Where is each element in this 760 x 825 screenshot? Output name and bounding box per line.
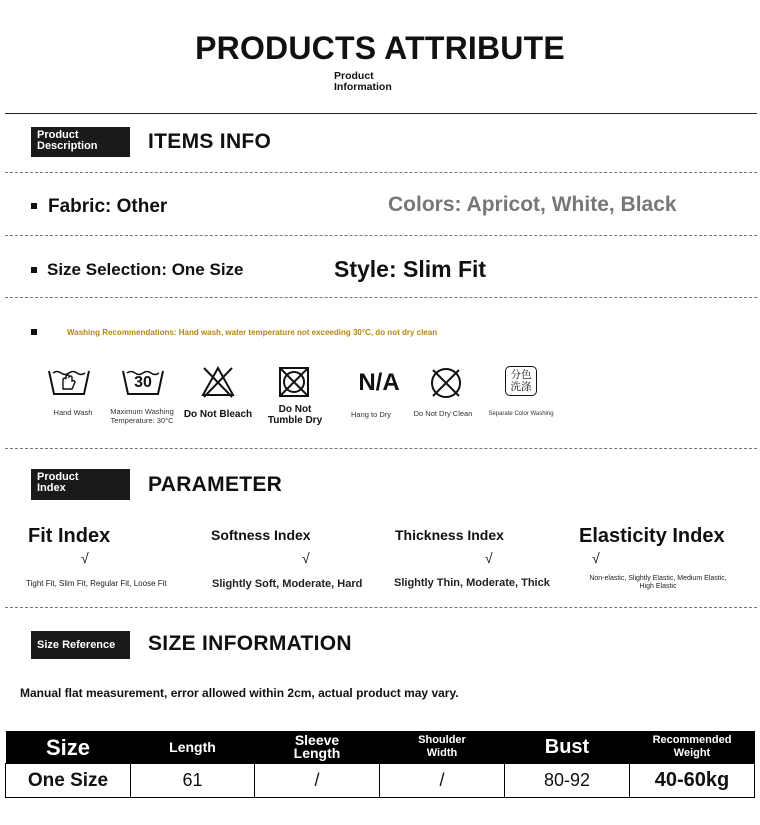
dotted-divider [5,607,757,608]
tumble-label-line-1: Do Not [278,404,312,415]
dotted-divider [5,235,757,236]
elasticity-options-line-1: Non-elastic, Slightly Elastic, Medium Elastic, [589,575,727,582]
divider [5,113,757,114]
subtitle-line-2: Information [334,81,392,93]
size-information-heading: SIZE INFORMATION [148,632,352,655]
thickness-index-check: √ [485,550,493,566]
washing-recommendation: Washing Recommendations: Hand wash, water temperature not exceeding 30°C, do not dry clean [67,328,438,337]
tag-line-2: Index [37,482,66,494]
size-table [5,731,755,798]
header-sleeve-length: Sleeve Length [255,731,380,764]
bullet [31,329,37,335]
size-table-header-row [6,731,755,764]
tag-line-2: Description [37,140,98,152]
separate-color-washing-icon [505,366,537,396]
thickness-index-options: Slightly Thin, Moderate, Thick [394,577,550,589]
do-not-bleach-label: Do Not Bleach [183,409,253,420]
subtitle-line-1: Product [334,70,374,82]
parameter-heading: PARAMETER [148,473,283,496]
header-bust: Bust [505,731,630,764]
fabric-attribute: Fabric: Other [48,196,168,217]
fit-index-check: √ [81,550,89,566]
softness-index-check: √ [302,550,310,566]
thickness-index-title: Thickness Index [395,527,504,543]
softness-index-title: Softness Index [211,527,311,543]
bullet [31,267,37,273]
size-reference-tag: Size Reference [31,631,130,659]
product-index-tag [31,469,130,500]
header-recommended-weight: Recommended Weight [630,731,755,764]
separate-symbol-line-1: 分色 [510,369,532,381]
cell-sleeve-length: / [255,764,380,798]
header-length: Length [131,731,255,764]
fit-index-options: Tight Fit, Slim Fit, Regular Fit, Loose Fit [26,579,167,588]
fit-index-title: Fit Index [28,525,111,547]
cell-recommended-weight: 40-60kg [630,764,755,798]
do-not-tumble-dry-label [258,404,332,426]
size-selection-attribute: Size Selection: One Size [47,260,244,279]
do-not-bleach-icon [201,366,235,398]
hand-wash-icon [47,367,91,397]
elasticity-index-title: Elasticity Index [579,525,725,547]
tag-line-1: Product [37,471,79,483]
do-not-tumble-dry-icon [278,366,310,398]
tumble-label-line-2: Tumble Dry [267,415,323,426]
do-not-dry-clean-label: Do Not Dry Clean [413,409,473,418]
measurement-note: Manual flat measurement, error allowed within 2cm, actual product may vary. [20,686,459,700]
cell-shoulder-width: / [380,764,505,798]
elasticity-index-options [578,575,738,591]
dotted-divider [5,172,757,173]
bullet [31,203,37,209]
hang-to-dry-icon: N/A [358,369,400,396]
tag-line-1: Product [37,129,79,141]
cell-size: One Size [6,764,131,798]
colors-attribute: Colors: Apricot, White, Black [388,193,677,216]
dotted-divider [5,448,757,449]
page-subtitle [334,71,454,93]
separate-color-washing-label: Separate Color Washing [488,411,554,417]
header-size: Size [6,731,131,764]
elasticity-options-line-2: High Elastic [639,583,677,590]
dotted-divider [5,297,757,298]
softness-index-options: Slightly Soft, Moderate, Hard [212,578,363,590]
page-title: PRODUCTS ATTRIBUTE [195,30,565,66]
max-wash-label-line-1: Maximum Washing [110,407,174,416]
table-row [6,764,755,798]
wash-temperature-symbol: 30 [134,374,152,391]
cell-length: 61 [131,764,255,798]
cell-bust: 80-92 [505,764,630,798]
elasticity-index-check: √ [592,550,600,566]
items-info-heading: ITEMS INFO [148,130,272,153]
max-wash-label [104,407,180,425]
max-wash-label-line-2: Temperature: 30°C [110,416,174,425]
header-shoulder-width: Shoulder Width [380,731,505,764]
hand-wash-label: Hand Wash [53,408,93,417]
do-not-dry-clean-icon [429,366,463,400]
style-attribute: Style: Slim Fit [334,256,487,282]
separate-symbol-line-2: 洗涤 [510,381,532,393]
product-description-tag [31,127,130,157]
hang-to-dry-label: Hang to Dry [350,410,392,419]
